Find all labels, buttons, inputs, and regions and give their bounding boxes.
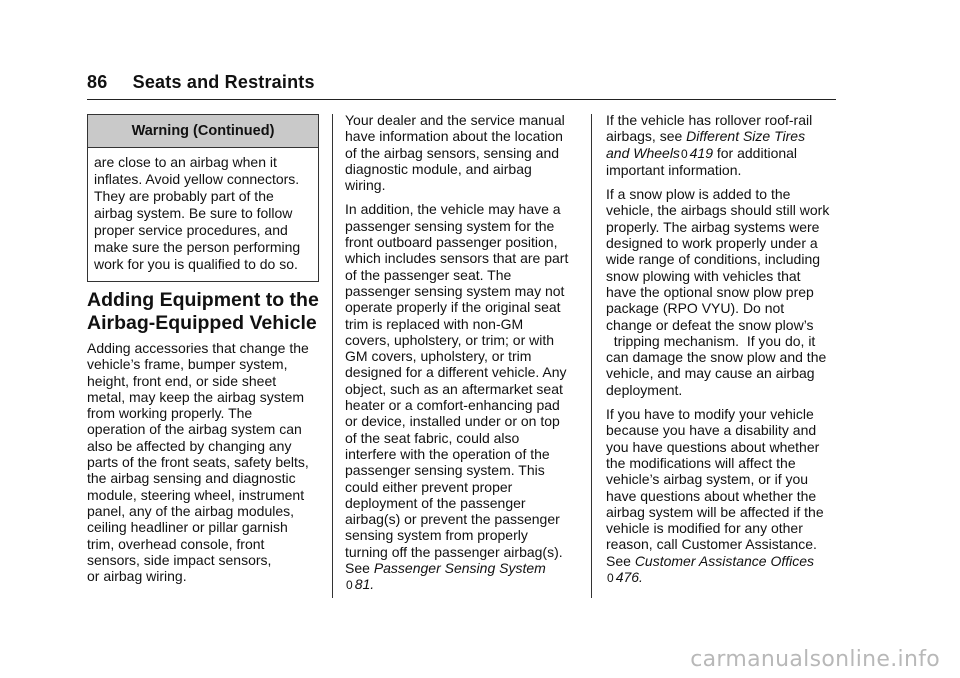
page-reference-link[interactable]: 81. bbox=[354, 576, 375, 593]
text-line: vehicle, and may cause an airbag bbox=[606, 365, 815, 382]
text-line: Your dealer and the service manual bbox=[345, 112, 565, 128]
watermark: carmanualsonline.info bbox=[690, 647, 940, 672]
paragraph bbox=[606, 406, 846, 586]
text-line: wiring. bbox=[345, 177, 386, 194]
paragraph bbox=[345, 112, 585, 193]
text-line: height, front end, or side sheet bbox=[87, 372, 277, 389]
warning-line: work for you is qualified to do so. bbox=[94, 256, 298, 272]
text-line: vehicle’s frame, bumper system, bbox=[87, 356, 288, 373]
text-line: tripping mechanism. If you do, it bbox=[606, 332, 816, 349]
section-title-line: Airbag-Equipped Vehicle bbox=[87, 312, 317, 334]
text-line: change or defeat the snow plow’s bbox=[606, 316, 814, 333]
text-line: or device, installed under or on top bbox=[345, 413, 560, 430]
text-line: turning off the passenger airbag(s). bbox=[345, 543, 563, 560]
text-line: vehicle, the airbags should still work bbox=[606, 202, 830, 219]
text-line bbox=[606, 145, 846, 162]
paragraph bbox=[606, 112, 846, 178]
text-line: sensing system from properly bbox=[345, 527, 528, 544]
page-reference-line bbox=[606, 569, 846, 586]
page-reference-line bbox=[345, 576, 585, 593]
text-line bbox=[606, 128, 846, 144]
text-line: have information about the location bbox=[345, 128, 563, 145]
text-line: can damage the snow plow and the bbox=[606, 349, 827, 366]
paragraph bbox=[606, 186, 846, 398]
text-line: from working properly. The bbox=[87, 405, 253, 422]
section-name: Seats and Restraints bbox=[132, 72, 315, 92]
text-line: which includes sensors that are part bbox=[345, 250, 569, 267]
text-line: of the passenger seat. The bbox=[345, 266, 512, 283]
see-label: See bbox=[345, 560, 370, 577]
page-ref-arrow-icon: 0 bbox=[680, 146, 688, 161]
text-line: have the optional snow plow prep bbox=[606, 283, 814, 300]
page-header bbox=[87, 72, 315, 93]
text-span: airbags, see bbox=[606, 128, 683, 145]
text-line: GM covers, upholstery, or trim bbox=[345, 348, 532, 365]
text-line: metal, may keep the airbag system bbox=[87, 388, 305, 405]
cross-reference-link[interactable]: and Wheels bbox=[606, 144, 680, 161]
text-line: operation of the airbag system can bbox=[87, 421, 302, 438]
text-line: deployment of the passenger bbox=[345, 494, 526, 511]
text-line: trim is replaced with non-GM bbox=[345, 315, 524, 332]
warning-text bbox=[88, 148, 318, 281]
text-line: If the vehicle has rollover roof-rail bbox=[606, 112, 813, 128]
text-line: vehicle’s airbag system, or if you bbox=[606, 471, 809, 488]
header-rule bbox=[87, 99, 836, 100]
text-line: snow plowing with vehicles that bbox=[606, 267, 801, 284]
text-line: covers, upholstery, or trim; or with bbox=[345, 331, 555, 348]
text-line: If you have to modify your vehicle bbox=[606, 406, 814, 423]
text-line: front outboard passenger position, bbox=[345, 234, 558, 251]
text-line: passenger sensing system may not bbox=[345, 282, 565, 299]
page-ref-arrow-icon: 0 bbox=[346, 578, 353, 593]
text-line: have questions about whether the bbox=[606, 487, 817, 504]
column-2 bbox=[345, 112, 585, 602]
paragraph bbox=[345, 201, 585, 593]
text-line: interfere with the operation of the bbox=[345, 445, 550, 462]
text-line: also be affected by changing any bbox=[87, 437, 292, 454]
text-line: passenger sensing system. This bbox=[345, 462, 545, 479]
section-title-line: Adding Equipment to the bbox=[87, 289, 319, 311]
page-number: 86 bbox=[87, 72, 108, 92]
text-line: the modifications will affect the bbox=[606, 454, 796, 471]
warning-line: make sure the person performing bbox=[94, 239, 301, 255]
page-reference-link[interactable]: 419 bbox=[689, 144, 713, 161]
text-line: airbag system will be affected if the bbox=[606, 503, 824, 520]
page-reference-link[interactable]: 476. bbox=[615, 569, 643, 586]
warning-line: inflates. Avoid yellow connectors. bbox=[94, 171, 300, 187]
text-line: passenger sensing system for the bbox=[345, 217, 555, 234]
text-line: module, steering wheel, instrument bbox=[87, 486, 305, 503]
warning-line: airbag system. Be sure to follow bbox=[94, 205, 293, 221]
warning-line: proper service procedures, and bbox=[94, 222, 288, 238]
text-line: trim, overhead console, front bbox=[87, 535, 265, 552]
cross-reference-link[interactable]: Customer Assistance Offices bbox=[634, 552, 815, 569]
warning-box bbox=[87, 114, 319, 282]
warning-line: are close to an airbag when it bbox=[94, 154, 277, 170]
text-line: sensors, side impact sensors, bbox=[87, 551, 272, 568]
text-line: diagnostic module, and airbag bbox=[345, 160, 532, 177]
warning-line: They are probably part of the bbox=[94, 188, 274, 204]
text-line: because you have a disability and bbox=[606, 422, 817, 439]
text-line: or airbag wiring. bbox=[87, 568, 187, 585]
warning-title: Warning (Continued) bbox=[88, 115, 318, 148]
text-span: for additional bbox=[716, 144, 798, 161]
text-line: the airbag sensing and diagnostic bbox=[87, 470, 296, 487]
text-line: designed to work properly under a bbox=[606, 235, 818, 252]
text-line: Adding accessories that change the bbox=[87, 340, 309, 356]
column-1-paragraph bbox=[87, 340, 327, 584]
cross-reference-link[interactable]: Different Size Tires bbox=[686, 128, 806, 145]
column-divider bbox=[591, 114, 592, 598]
text-line: In addition, the vehicle may have a bbox=[345, 201, 561, 218]
text-line: designed for a different vehicle. Any bbox=[345, 364, 567, 381]
text-line: of the airbag sensors, sensing and bbox=[345, 144, 560, 161]
text-line: ceiling headliner or pillar garnish bbox=[87, 519, 288, 536]
page-ref-arrow-icon: 0 bbox=[607, 571, 614, 586]
text-line: reason, call Customer Assistance. bbox=[606, 536, 817, 553]
text-line: important information. bbox=[606, 161, 742, 178]
text-line: deployment. bbox=[606, 381, 683, 398]
cross-reference-line bbox=[345, 560, 585, 576]
text-line: you have questions about whether bbox=[606, 438, 820, 455]
see-label: See bbox=[606, 552, 631, 569]
cross-reference-link[interactable]: Passenger Sensing System bbox=[373, 560, 546, 577]
text-line: of the seat fabric, could also bbox=[345, 429, 520, 446]
text-line: could either prevent proper bbox=[345, 478, 513, 495]
text-line: If a snow plow is added to the bbox=[606, 186, 791, 203]
text-line: object, such as an aftermarket seat bbox=[345, 380, 563, 397]
section-title bbox=[87, 289, 319, 335]
text-line: properly. The airbag systems were bbox=[606, 218, 820, 235]
text-line: operate properly if the original seat bbox=[345, 299, 561, 316]
text-line: heater or a comfort-enhancing pad bbox=[345, 397, 560, 414]
column-divider bbox=[332, 114, 333, 598]
text-line: airbag(s) or prevent the passenger bbox=[345, 511, 560, 528]
text-line: package (RPO VYU). Do not bbox=[606, 300, 785, 317]
text-line: vehicle is modified for any other bbox=[606, 520, 803, 537]
text-line: wide range of conditions, including bbox=[606, 251, 821, 268]
column-3 bbox=[606, 112, 846, 594]
text-line: panel, any of the airbag modules, bbox=[87, 502, 295, 519]
cross-reference-line bbox=[606, 553, 846, 569]
text-line: parts of the front seats, safety belts, bbox=[87, 454, 309, 471]
